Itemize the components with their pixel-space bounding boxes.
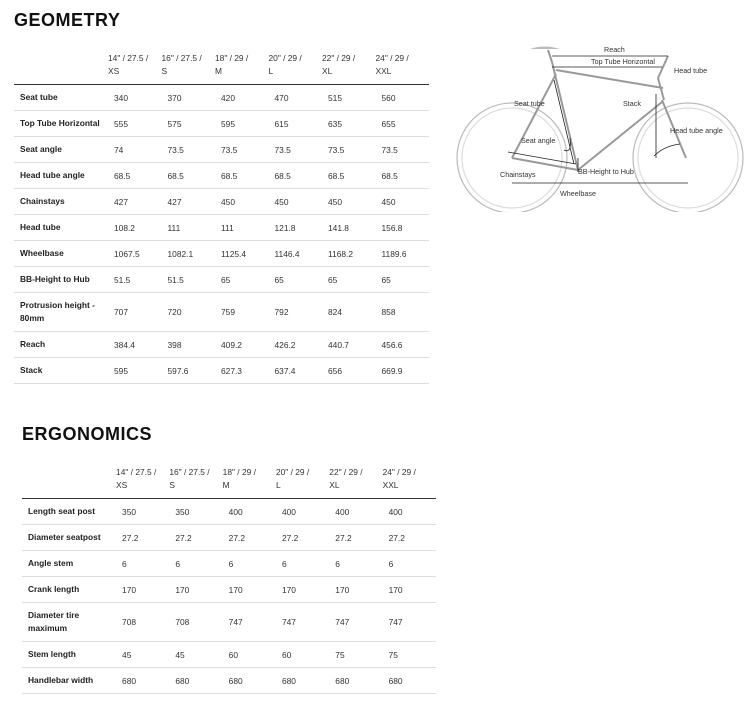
table-cell: 680 (223, 668, 276, 694)
table-cell: 1168.2 (322, 241, 376, 267)
table-cell: 73.5 (269, 137, 323, 163)
table-cell: 470 (269, 85, 323, 111)
table-cell: 655 (376, 111, 430, 137)
frame-head-tube (658, 78, 664, 100)
frame-top-tube (556, 70, 663, 88)
ergonomics-header-row (22, 466, 436, 499)
table-cell: 420 (215, 85, 269, 111)
table-cell: 747 (223, 603, 276, 642)
seat-tube-arrow (554, 80, 574, 164)
geometry-header-blank (14, 52, 108, 85)
ergonomics-size-header: 20" / 29 / L (275, 467, 310, 490)
table-cell: 398 (162, 332, 216, 358)
table-cell: 73.5 (376, 137, 430, 163)
row-label: Seat tube (14, 85, 108, 111)
table-cell: 170 (276, 577, 329, 603)
diagram-label-head-tube-angle: Head tube angle (670, 126, 723, 135)
diagram-label-seat-angle: Seat angle (521, 136, 556, 145)
front-wheel-inner (638, 108, 738, 208)
table-cell: 707 (108, 293, 162, 332)
row-label: Crank length (22, 577, 116, 603)
row-label: BB-Height to Hub (14, 267, 108, 293)
table-row (22, 668, 436, 694)
table-cell: 708 (116, 603, 169, 642)
row-label: Protrusion height - 80mm (14, 293, 108, 332)
table-row (22, 642, 436, 668)
table-cell: 637.4 (269, 358, 323, 384)
table-cell: 27.2 (329, 525, 382, 551)
geometry-size-header: 22" / 29 / XL (322, 53, 356, 76)
table-cell: 121.8 (269, 215, 323, 241)
head-tube-angle-arc (654, 144, 680, 156)
table-cell: 400 (223, 499, 276, 525)
table-cell: 680 (383, 668, 436, 694)
table-cell: 575 (162, 111, 216, 137)
table-cell: 1146.4 (269, 241, 323, 267)
diagram-label-reach: Reach (604, 45, 625, 54)
table-row (14, 137, 429, 163)
table-cell: 759 (215, 293, 269, 332)
table-cell: 170 (169, 577, 222, 603)
table-cell: 409.2 (215, 332, 269, 358)
row-label: Diameter seatpost (22, 525, 116, 551)
table-cell: 426.2 (269, 332, 323, 358)
table-cell: 73.5 (162, 137, 216, 163)
table-cell: 427 (162, 189, 216, 215)
front-wheel (633, 103, 743, 212)
ergonomics-size-header: 18" / 29 / M (222, 467, 256, 490)
table-cell: 170 (329, 577, 382, 603)
frame-seatpost (548, 50, 552, 62)
table-cell: 370 (162, 85, 216, 111)
table-cell: 6 (169, 551, 222, 577)
table-cell: 170 (223, 577, 276, 603)
table-cell: 680 (116, 668, 169, 694)
table-cell: 73.5 (322, 137, 376, 163)
table-cell: 720 (162, 293, 216, 332)
frame-seat-tube (552, 62, 578, 170)
chainstay-arrow (508, 152, 576, 164)
row-label: Wheelbase (14, 241, 108, 267)
row-label: Reach (14, 332, 108, 358)
row-label: Stack (14, 358, 108, 384)
diagram-label-seat-tube: Seat tube (514, 99, 545, 108)
table-cell: 60 (276, 642, 329, 668)
table-cell: 65 (376, 267, 430, 293)
bike-geometry-diagram (448, 40, 748, 212)
table-cell: 456.6 (376, 332, 430, 358)
table-row (22, 603, 436, 642)
diagram-label-stack: Stack (623, 99, 641, 108)
frame-chainstay (512, 158, 578, 170)
table-cell: 669.9 (376, 358, 430, 384)
table-cell: 597.6 (162, 358, 216, 384)
table-cell: 68.5 (108, 163, 162, 189)
table-cell: 1067.5 (108, 241, 162, 267)
table-cell: 350 (116, 499, 169, 525)
geometry-table (14, 52, 429, 384)
ergonomics-size-header: 22" / 29 / XL (329, 467, 363, 490)
table-cell: 680 (329, 668, 382, 694)
row-label: Chainstays (14, 189, 108, 215)
geometry-title: GEOMETRY (14, 10, 121, 30)
table-cell: 68.5 (162, 163, 216, 189)
table-cell: 73.5 (215, 137, 269, 163)
table-cell: 747 (383, 603, 436, 642)
ergonomics-size-header: 16" / 27.5 / S (169, 467, 210, 490)
table-cell: 6 (116, 551, 169, 577)
table-cell: 615 (269, 111, 323, 137)
table-cell: 595 (108, 358, 162, 384)
row-label: Top Tube Horizontal (14, 111, 108, 137)
table-cell: 111 (215, 215, 269, 241)
table-cell: 450 (376, 189, 430, 215)
table-cell: 1189.6 (376, 241, 430, 267)
row-label: Length seat post (22, 499, 116, 525)
table-cell: 45 (169, 642, 222, 668)
table-cell: 51.5 (162, 267, 216, 293)
table-cell: 450 (215, 189, 269, 215)
geometry-size-header: 14" / 27.5 / XS (108, 53, 149, 76)
ergonomics-size-header: 14" / 27.5 / XS (116, 467, 157, 490)
table-cell: 75 (383, 642, 436, 668)
table-cell: 792 (269, 293, 323, 332)
table-row (14, 358, 429, 384)
ergonomics-size-header: 24" / 29 / XXL (382, 467, 416, 490)
table-cell: 27.2 (169, 525, 222, 551)
table-cell: 170 (383, 577, 436, 603)
table-row (22, 499, 436, 525)
table-cell: 400 (329, 499, 382, 525)
frame-down-tube (578, 102, 662, 170)
row-label: Head tube (14, 215, 108, 241)
diagram-label-top-tube: Top Tube Horizontal (591, 57, 655, 66)
row-label: Head tube angle (14, 163, 108, 189)
diagram-label-bb-height: BB-Height to Hub (578, 167, 634, 176)
geometry-header-row (14, 52, 429, 85)
table-cell: 156.8 (376, 215, 430, 241)
table-cell: 450 (322, 189, 376, 215)
table-row (22, 525, 436, 551)
table-cell: 340 (108, 85, 162, 111)
table-cell: 858 (376, 293, 430, 332)
table-cell: 6 (276, 551, 329, 577)
diagram-label-wheelbase: Wheelbase (560, 189, 596, 198)
ergonomics-table (22, 466, 436, 694)
table-cell: 27.2 (276, 525, 329, 551)
geometry-size-header: 18" / 29 / M (215, 53, 249, 76)
ergonomics-header-blank (22, 466, 116, 499)
table-cell: 1125.4 (215, 241, 269, 267)
table-cell: 384.4 (108, 332, 162, 358)
table-cell: 400 (383, 499, 436, 525)
table-cell: 68.5 (376, 163, 430, 189)
frame-seatstay (512, 74, 556, 158)
table-row (14, 85, 429, 111)
table-cell: 108.2 (108, 215, 162, 241)
table-cell: 65 (322, 267, 376, 293)
table-cell: 595 (215, 111, 269, 137)
table-cell: 555 (108, 111, 162, 137)
table-cell: 27.2 (223, 525, 276, 551)
table-row (14, 189, 429, 215)
table-cell: 515 (322, 85, 376, 111)
table-row (14, 241, 429, 267)
saddle (530, 47, 560, 50)
table-cell: 1082.1 (162, 241, 216, 267)
row-label: Angle stem (22, 551, 116, 577)
table-cell: 68.5 (215, 163, 269, 189)
geometry-size-header: 20" / 29 / L (268, 53, 302, 76)
table-cell: 747 (276, 603, 329, 642)
row-label: Handlebar width (22, 668, 116, 694)
table-cell: 74 (108, 137, 162, 163)
table-cell: 75 (329, 642, 382, 668)
table-cell: 627.3 (215, 358, 269, 384)
table-cell: 350 (169, 499, 222, 525)
table-cell: 111 (162, 215, 216, 241)
table-cell: 51.5 (108, 267, 162, 293)
table-row (14, 111, 429, 137)
table-cell: 27.2 (383, 525, 436, 551)
table-cell: 45 (116, 642, 169, 668)
table-cell: 427 (108, 189, 162, 215)
table-row (22, 551, 436, 577)
table-row (14, 293, 429, 332)
table-row (14, 215, 429, 241)
row-label: Diameter tire maximum (22, 603, 116, 642)
table-cell: 68.5 (269, 163, 323, 189)
table-cell: 656 (322, 358, 376, 384)
table-cell: 6 (383, 551, 436, 577)
table-cell: 708 (169, 603, 222, 642)
table-cell: 680 (169, 668, 222, 694)
table-cell: 6 (329, 551, 382, 577)
table-cell: 400 (276, 499, 329, 525)
ergonomics-title: ERGONOMICS (22, 424, 153, 444)
table-row (14, 163, 429, 189)
table-cell: 60 (223, 642, 276, 668)
table-cell: 170 (116, 577, 169, 603)
diagram-label-head-tube: Head tube (674, 66, 708, 75)
table-row (22, 577, 436, 603)
table-cell: 450 (269, 189, 323, 215)
geometry-size-header: 24" / 29 / XXL (375, 53, 409, 76)
table-cell: 6 (223, 551, 276, 577)
table-cell: 747 (329, 603, 382, 642)
table-cell: 65 (269, 267, 323, 293)
table-cell: 824 (322, 293, 376, 332)
table-cell: 141.8 (322, 215, 376, 241)
table-cell: 680 (276, 668, 329, 694)
table-row (14, 267, 429, 293)
diagram-label-chainstays: Chainstays (500, 170, 536, 179)
row-label: Seat angle (14, 137, 108, 163)
row-label: Stem length (22, 642, 116, 668)
table-cell: 560 (376, 85, 430, 111)
table-row (14, 332, 429, 358)
geometry-size-header: 16" / 27.5 / S (161, 53, 202, 76)
table-cell: 635 (322, 111, 376, 137)
table-cell: 27.2 (116, 525, 169, 551)
table-cell: 68.5 (322, 163, 376, 189)
table-cell: 440.7 (322, 332, 376, 358)
table-cell: 65 (215, 267, 269, 293)
